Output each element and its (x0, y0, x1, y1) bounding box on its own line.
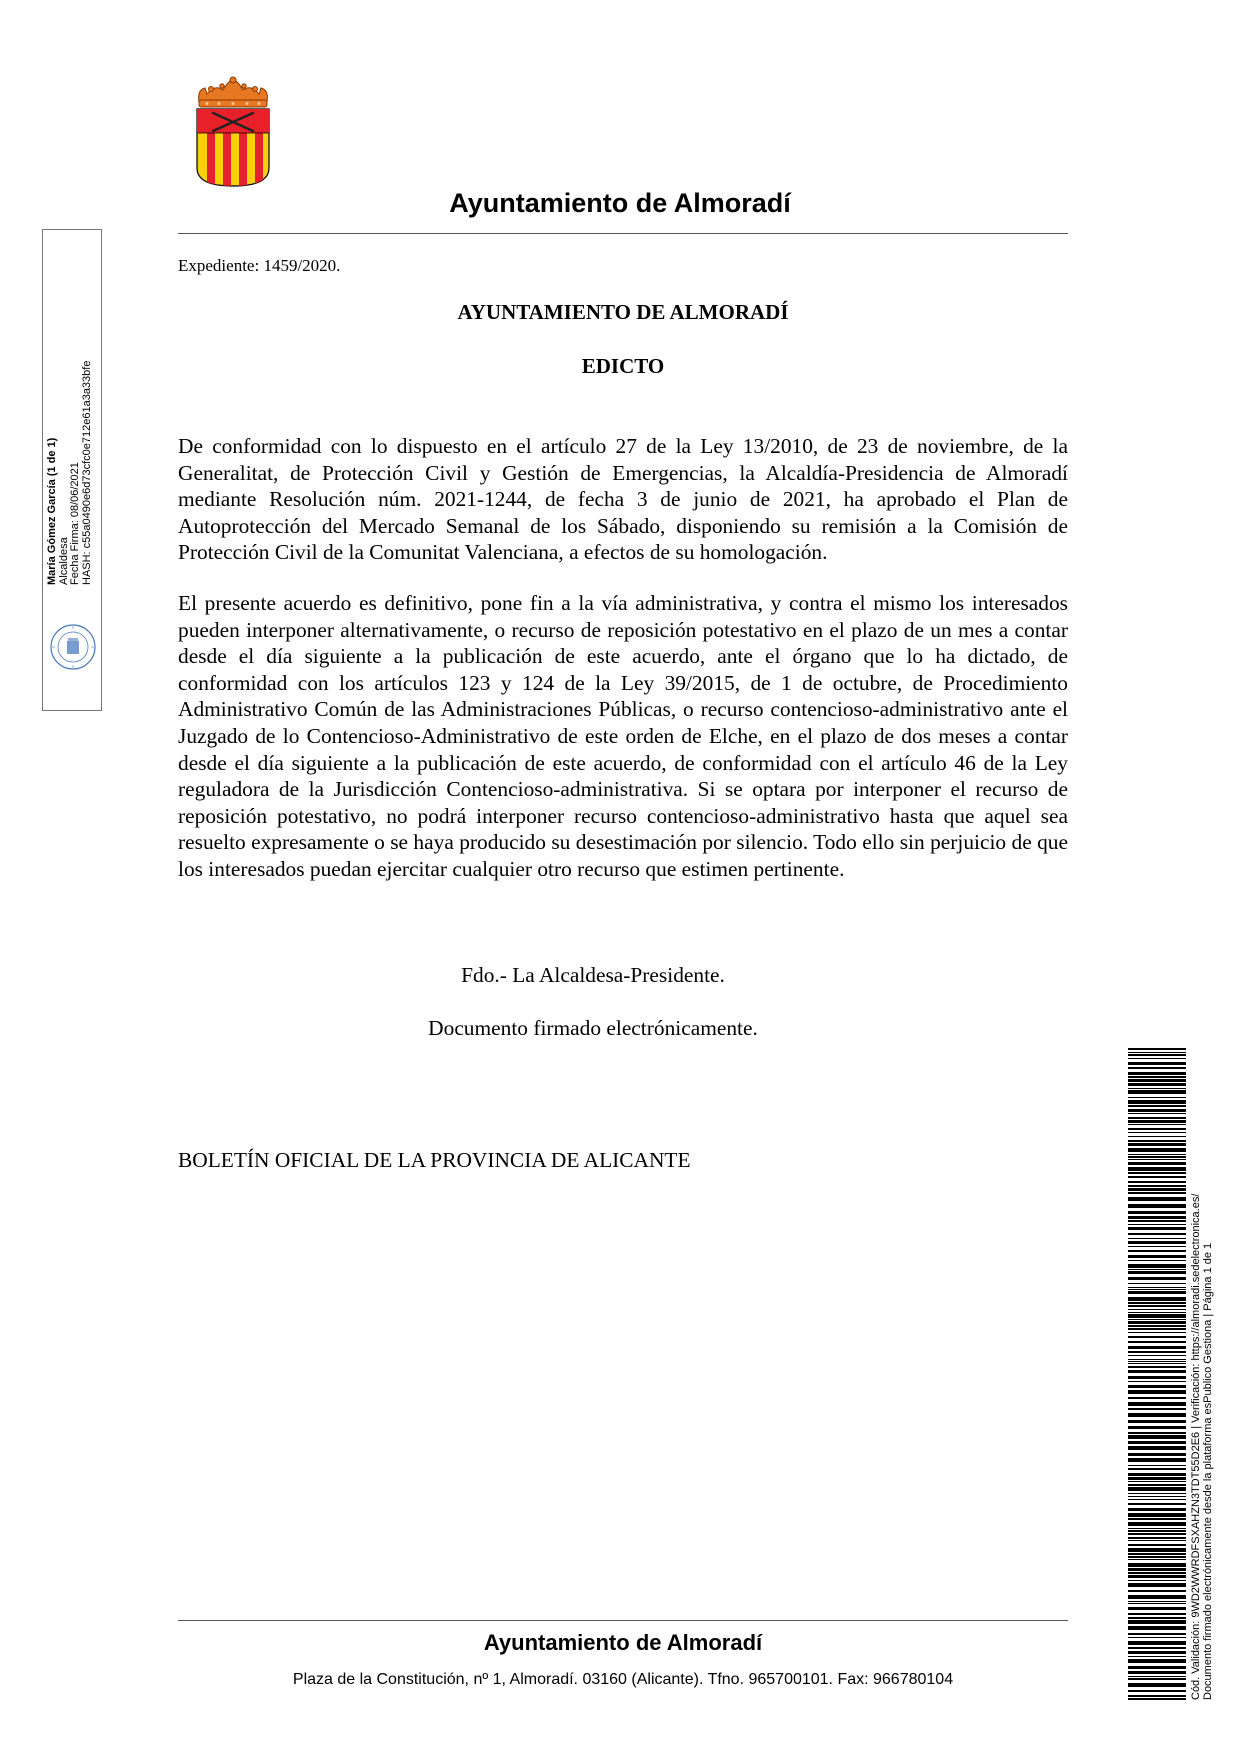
barcode-bar (1128, 1671, 1186, 1674)
barcode-bar (1128, 1477, 1186, 1480)
barcode-bar (1128, 1458, 1186, 1462)
validation-code-line: Cód. Validación: 9WD2WWRDFSXAHZN3TDT55D2E6 | Verificación: https://almoradi.sedelectronica.es/ (1190, 1193, 1202, 1700)
barcode-bar (1128, 1188, 1186, 1191)
barcode-bar (1128, 1620, 1186, 1624)
barcode-bar (1128, 1603, 1186, 1604)
barcode-bar (1128, 1341, 1186, 1343)
barcode-bar (1128, 1309, 1186, 1310)
barcode-bar (1128, 1264, 1186, 1268)
barcode-bar (1128, 1227, 1186, 1230)
barcode-bar (1128, 1465, 1186, 1466)
barcode-bar (1128, 1366, 1186, 1368)
barcode-bar (1128, 1633, 1186, 1635)
barcode-bar (1128, 1321, 1186, 1324)
barcode-bar (1128, 1172, 1186, 1174)
barcode-bar (1128, 1238, 1186, 1239)
barcode-bar (1128, 1312, 1186, 1313)
barcode-bar (1128, 1583, 1186, 1587)
barcode-bar (1128, 1283, 1186, 1284)
barcode-bar (1128, 1088, 1186, 1089)
barcode-bar (1128, 1397, 1186, 1399)
barcode-bar (1128, 1224, 1186, 1225)
coat-of-arms-icon (193, 76, 273, 188)
barcode-bar (1128, 1637, 1186, 1638)
barcode-bar (1128, 1513, 1186, 1517)
footer-address: Plaza de la Constitución, nº 1, Almoradí. 03160 (Alicante). Tfno. 965700101. Fax: 966780104 (292, 1671, 954, 1688)
barcode-bar (1128, 1079, 1186, 1082)
barcode-bar (1128, 1453, 1186, 1456)
barcode-bar (1128, 1473, 1186, 1476)
barcode-bar (1128, 1370, 1186, 1373)
signature-date: Fecha Firma: 08/06/2021 (69, 462, 81, 585)
barcode-bar (1128, 1216, 1186, 1219)
barcode-bar (1128, 1124, 1186, 1125)
barcode-bar (1128, 1192, 1186, 1194)
barcode-bar (1128, 1083, 1186, 1086)
barcode-bar (1128, 1522, 1186, 1526)
barcode-bar (1128, 1656, 1186, 1657)
barcode-bar (1128, 1332, 1186, 1333)
body-paragraph-2: El presente acuerdo es definitivo, pone fin a la vía administrativa, y contra el mismo los interesados pueden interponer alternativamente, o recurso de reposición potestativo en el plazo de un mes a contar desde el día siguiente a la publicación de este acuerdo, ante el órgano que lo ha dictado, de conformidad con los artículos 123 y 124 de la Ley 39/2015, de 1 de octubre, de Procedimiento Administrativo Común de las Administraciones Públicas, o recurso contencioso-administrativo ante el Juzgado de lo Contencioso-Administrativo de este orden de Elche, en el plazo de dos meses a contar desde el día siguiente a la publicación de este acuerdo, de conformidad con el artículo 46 de la Ley reguladora de la Jurisdicción Contencioso-administrativa. Si se optara por interponer el recurso de reposición potestativo, no podrá interponer recurso contencioso-administrativo hasta que aquel sea resuelto expresamente o se haya producido su desestimación por silencio. Todo ello sin perjuicio de que los interesados puedan ejercitar cualquier otro recurso que estimen pertinente. (178, 591, 1068, 881)
barcode-bar (1128, 1499, 1186, 1500)
barcode-bar (1128, 1698, 1186, 1700)
bulletin-label: BOLETÍN OFICIAL DE LA PROVINCIA DE ALICANTE (178, 1148, 691, 1172)
barcode-bar (1128, 1297, 1186, 1301)
barcode-bar (1128, 1255, 1186, 1258)
barcode-bar (1128, 1690, 1186, 1692)
signer-role: Alcaldesa (57, 537, 70, 585)
barcode-bar (1128, 1559, 1186, 1560)
barcode-bar (1128, 1537, 1186, 1539)
barcode-bar (1128, 1426, 1186, 1429)
validation-platform-line: Documento firmado electrónicamente desde la plataforma esPublico Gestiona | Página 1 de 1 (1202, 1242, 1214, 1700)
barcode-bar (1128, 1154, 1186, 1155)
barcode-bar (1128, 1233, 1186, 1235)
barcode-bar (1128, 1641, 1186, 1645)
barcode-bar (1128, 1493, 1186, 1494)
barcode-bar (1128, 1528, 1186, 1529)
barcode-bar (1128, 1572, 1186, 1574)
barcode-bar (1128, 1302, 1186, 1304)
barcode-bar (1128, 1518, 1186, 1520)
barcode-bar (1128, 1097, 1186, 1098)
barcode-bar (1128, 1328, 1186, 1330)
barcode-bar (1128, 1143, 1186, 1146)
barcode-bar (1128, 1355, 1186, 1356)
barcode-bar (1128, 1556, 1186, 1558)
barcode-bar (1128, 1054, 1186, 1056)
barcode-bar (1128, 1260, 1186, 1261)
barcode-bar (1128, 1530, 1186, 1532)
barcode-bar (1128, 1590, 1186, 1592)
body-paragraph-1: De conformidad con lo dispuesto en el artículo 27 de la Ley 13/2010, de 23 de noviembre, de la Generalitat, de Protección Civil y Gestión de Emergencias, la Alcaldía-Presidencia de Almoradí mediante Resolución núm. 2021-1244, de fecha 3 de junio de 2021, ha aprobado el Plan de Autoprotección del Mercado Semanal de los Sábado, disponiendo su remisión a la Comisión de Protección Civil de la Comunitat Valenciana, a efectos de su homologación. (178, 434, 1068, 565)
barcode-bar (1128, 1659, 1186, 1663)
header-title: Ayuntamiento de Almoradí (449, 188, 791, 218)
signature-hash: HASH: c55a0490e6d73cfc0e712e61a3a33bfe (80, 360, 93, 585)
barcode-bar (1128, 1351, 1186, 1353)
barcode-bar (1128, 1176, 1186, 1178)
barcode-bar (1128, 1100, 1186, 1104)
municipal-seal-icon (49, 623, 97, 671)
barcode-bar (1128, 1580, 1186, 1581)
barcode-bar (1128, 1211, 1186, 1214)
barcode-bar (1128, 1432, 1186, 1434)
barcode-bar (1128, 1563, 1186, 1567)
barcode-bar (1128, 1503, 1186, 1505)
barcode-bar (1128, 1568, 1186, 1571)
barcode-bar (1128, 1647, 1186, 1649)
barcode-bar (1128, 1508, 1186, 1511)
barcode-bar (1128, 1408, 1186, 1410)
validation-barcode (1128, 1048, 1186, 1700)
barcode-bar (1128, 1496, 1186, 1497)
barcode-bar (1128, 1446, 1186, 1450)
barcode-bar (1128, 1140, 1186, 1142)
barcode-bar (1128, 1487, 1186, 1491)
barcode-bar (1128, 1314, 1186, 1318)
barcode-bar (1128, 1613, 1186, 1615)
barcode-bar (1128, 1361, 1186, 1362)
barcode-bar (1128, 1289, 1186, 1290)
barcode-bar (1128, 1148, 1186, 1152)
barcode-bar (1128, 1277, 1186, 1280)
barcode-bar (1128, 1291, 1186, 1294)
signature-stamp-text (47, 325, 93, 585)
header-divider (178, 233, 1068, 234)
barcode-bar (1128, 1128, 1186, 1130)
barcode-bar (1128, 1167, 1186, 1171)
barcode-bar (1128, 1385, 1186, 1388)
barcode-bar (1128, 1484, 1186, 1486)
barcode-bar (1128, 1181, 1186, 1183)
barcode-bar (1128, 1651, 1186, 1654)
barcode-bar (1128, 1413, 1186, 1417)
barcode-bar (1128, 1481, 1186, 1482)
barcode-bar (1128, 1197, 1186, 1201)
barcode-bar (1128, 1346, 1186, 1349)
barcode-bar (1128, 1601, 1186, 1602)
file-number: Expediente: 1459/2020. (178, 256, 341, 275)
barcode-bar (1128, 1109, 1186, 1112)
barcode-bar (1128, 1062, 1186, 1065)
barcode-bar (1128, 1676, 1186, 1677)
barcode-bar (1128, 1390, 1186, 1394)
barcode-bar (1128, 1319, 1186, 1320)
validation-text (1190, 1100, 1214, 1700)
barcode-bar (1128, 1695, 1186, 1697)
signed-electronically-note: Documento firmado electrónicamente. (428, 1016, 758, 1040)
barcode-bar (1128, 1359, 1186, 1360)
barcode-bar (1128, 1626, 1186, 1630)
barcode-bar (1128, 1553, 1186, 1555)
barcode-bar (1128, 1105, 1186, 1107)
barcode-bar (1128, 1607, 1186, 1610)
barcode-bar (1128, 1120, 1186, 1123)
barcode-bar (1128, 1420, 1186, 1423)
barcode-bar (1128, 1136, 1186, 1137)
barcode-bar (1128, 1132, 1186, 1133)
barcode-bar (1128, 1533, 1186, 1535)
barcode-bar (1128, 1067, 1186, 1069)
barcode-bar (1128, 1435, 1186, 1439)
barcode-bar (1128, 1540, 1186, 1541)
barcode-bar (1128, 1595, 1186, 1599)
barcode-bar (1128, 1220, 1186, 1222)
barcode-bar (1128, 1617, 1186, 1619)
barcode-bar (1128, 1185, 1186, 1187)
barcode-bar (1128, 1287, 1186, 1288)
barcode-bar (1128, 1271, 1186, 1274)
document-subheading: EDICTO (581, 354, 665, 378)
barcode-bar (1128, 1250, 1186, 1252)
barcode-bar (1128, 1305, 1186, 1307)
barcode-bar (1128, 1363, 1186, 1364)
barcode-bar (1128, 1468, 1186, 1470)
barcode-bar (1128, 1544, 1186, 1546)
signer-name: María Gómez García (1 de 1) (46, 437, 58, 585)
barcode-bar (1128, 1678, 1186, 1680)
barcode-bar (1128, 1162, 1186, 1165)
barcode-bar (1128, 1156, 1186, 1158)
barcode-bar (1128, 1052, 1186, 1053)
document-heading: AYUNTAMIENTO DE ALMORADÍ (457, 300, 789, 324)
barcode-bar (1128, 1246, 1186, 1247)
barcode-bar (1128, 1058, 1186, 1059)
barcode-bar (1128, 1336, 1186, 1338)
barcode-bar (1128, 1159, 1186, 1160)
barcode-bar (1128, 1575, 1186, 1578)
barcode-bar (1128, 1241, 1186, 1244)
signature-line: Fdo.- La Alcaldesa-Presidente. (461, 963, 725, 987)
barcode-bar (1128, 1072, 1186, 1075)
barcode-bar (1128, 1117, 1186, 1119)
footer-divider (178, 1620, 1068, 1621)
barcode-bar (1128, 1441, 1186, 1444)
barcode-bar (1128, 1325, 1186, 1327)
barcode-bar (1128, 1048, 1186, 1050)
barcode-bar (1128, 1683, 1186, 1687)
barcode-bar (1128, 1113, 1186, 1114)
barcode-bar (1128, 1076, 1186, 1078)
barcode-bar (1128, 1090, 1186, 1094)
footer-title: Ayuntamiento de Almoradí (483, 1630, 763, 1655)
barcode-bar (1128, 1402, 1186, 1406)
barcode-bar (1128, 1381, 1186, 1382)
barcode-bar (1128, 1204, 1186, 1208)
barcode-bar (1128, 1666, 1186, 1669)
barcode-bar (1128, 1376, 1186, 1379)
barcode-bar (1128, 1269, 1186, 1270)
barcode-bar (1128, 1548, 1186, 1552)
